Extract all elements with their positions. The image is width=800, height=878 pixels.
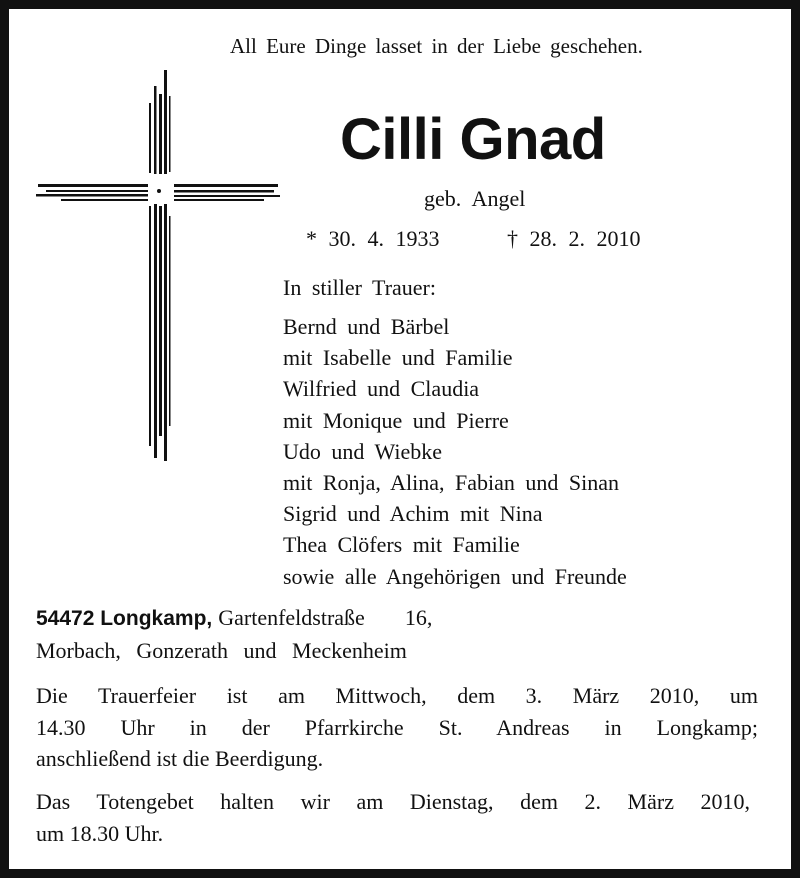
cross-icon (36, 66, 286, 466)
address-street: Gartenfeldstraße (218, 605, 365, 630)
list-item: Bernd und Bärbel (283, 314, 450, 339)
prayer-line: Das Totengebet halten wir am Dienstag, dem 2. März 2010, (36, 789, 750, 814)
list-item: Udo und Wiebke (283, 438, 443, 464)
funeral-line: Die Trauerfeier ist am Mittwoch, dem 3. März 2010, um (36, 683, 758, 708)
birth-date: * 30. 4. 1933 (306, 226, 440, 251)
funeral-line: anschließend ist die Beerdigung. (36, 746, 324, 771)
birth-name: geb. Angel (424, 186, 526, 211)
funeral-info (36, 680, 764, 775)
address-line-1 (36, 605, 432, 631)
prayer-line: um 18.30 Uhr. (36, 820, 164, 846)
list-item: mit Isabelle und Familie (283, 345, 513, 371)
address-line-2: Morbach, Gonzerath und Meckenheim (36, 638, 407, 663)
list-item: sowie alle Angehörigen und Freunde (283, 563, 627, 589)
list-item: mit Monique und Pierre (283, 407, 509, 433)
list-item: mit Ronja, Alina, Fabian und Sinan (283, 470, 620, 496)
prayer-info (36, 786, 764, 849)
deceased-name: Cilli Gnad (340, 107, 606, 172)
list-item: Sigrid und Achim mit Nina (283, 501, 543, 527)
list-item: Wilfried und Claudia (283, 376, 480, 402)
bible-verse: All Eure Dinge lasset in der Liebe geschehen. (230, 34, 643, 58)
address-city: 54472 Longkamp, (36, 607, 213, 630)
mourners-list (283, 311, 627, 592)
funeral-line: 14.30 Uhr in der Pfarrkirche St. Andreas in Longkamp; (36, 714, 758, 740)
address-number: 16, (404, 605, 433, 630)
list-item: Thea Clöfers mit Familie (283, 532, 520, 558)
death-date: † 28. 2. 2010 (507, 226, 641, 251)
mourning-header: In stiller Trauer: (283, 275, 436, 300)
